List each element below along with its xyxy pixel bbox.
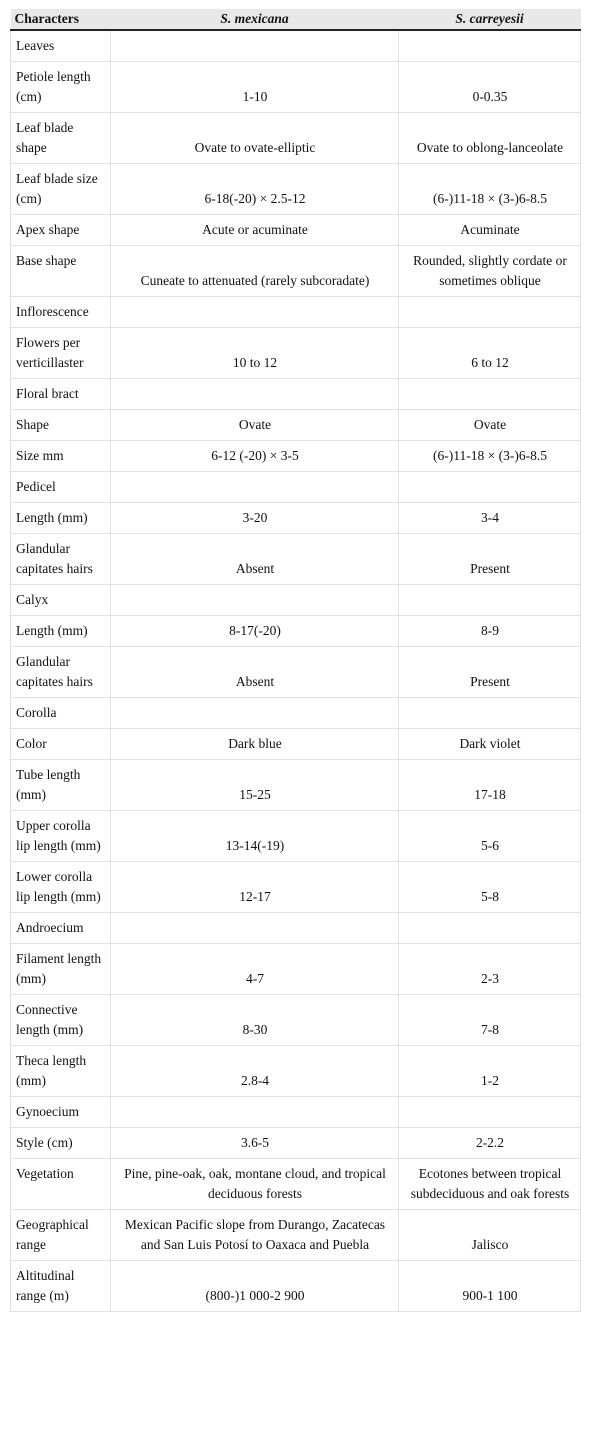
row-character: Glandular capitates hairs <box>11 647 111 698</box>
row-s-carreyesii-value <box>399 698 581 729</box>
row-s-carreyesii-value: 17-18 <box>399 760 581 811</box>
species-comparison-table <box>10 9 581 1312</box>
table-row <box>11 1210 581 1261</box>
row-character: Upper corolla lip length (mm) <box>11 811 111 862</box>
row-s-carreyesii-value: 7-8 <box>399 995 581 1046</box>
row-character: Petiole length (cm) <box>11 62 111 113</box>
row-s-carreyesii-value: 1-2 <box>399 1046 581 1097</box>
table-row <box>11 944 581 995</box>
row-character: Androecium <box>11 913 111 944</box>
row-character: Leaf blade shape <box>11 113 111 164</box>
row-s-carreyesii-value <box>399 297 581 328</box>
row-s-carreyesii-value: Ovate <box>399 410 581 441</box>
row-s-mexicana-value: 8-30 <box>111 995 399 1046</box>
row-character: Length (mm) <box>11 503 111 534</box>
row-s-mexicana-value <box>111 585 399 616</box>
row-character: Size mm <box>11 441 111 472</box>
row-s-carreyesii-value: 5-6 <box>399 811 581 862</box>
table-row <box>11 995 581 1046</box>
table-row <box>11 862 581 913</box>
row-s-carreyesii-value: Present <box>399 647 581 698</box>
row-s-carreyesii-value: 8-9 <box>399 616 581 647</box>
table-row <box>11 328 581 379</box>
header-row <box>11 9 581 30</box>
row-character: Gynoecium <box>11 1097 111 1128</box>
table-row <box>11 472 581 503</box>
row-s-carreyesii-value: Acuminate <box>399 215 581 246</box>
comparison-table-container <box>10 9 580 1312</box>
row-s-carreyesii-value <box>399 585 581 616</box>
row-s-carreyesii-value: 900-1 100 <box>399 1261 581 1312</box>
table-row <box>11 30 581 62</box>
table-row <box>11 811 581 862</box>
row-s-carreyesii-value <box>399 472 581 503</box>
table-header <box>11 9 581 30</box>
row-s-mexicana-value <box>111 30 399 62</box>
row-s-mexicana-value: Ovate <box>111 410 399 441</box>
row-character: Vegetation <box>11 1159 111 1210</box>
table-row <box>11 1046 581 1097</box>
row-s-carreyesii-value: (6-)11-18 × (3-)6-8.5 <box>399 164 581 215</box>
row-s-carreyesii-value: 3-4 <box>399 503 581 534</box>
row-s-mexicana-value <box>111 297 399 328</box>
table-row <box>11 647 581 698</box>
header-s-mexicana: S. mexicana <box>111 9 399 30</box>
row-s-mexicana-value <box>111 913 399 944</box>
row-character: Connective length (mm) <box>11 995 111 1046</box>
row-s-mexicana-value: Acute or acuminate <box>111 215 399 246</box>
table-row <box>11 585 581 616</box>
row-s-mexicana-value: Ovate to ovate-elliptic <box>111 113 399 164</box>
row-s-carreyesii-value: 0-0.35 <box>399 62 581 113</box>
row-character: Lower corolla lip length (mm) <box>11 862 111 913</box>
row-s-carreyesii-value: Dark violet <box>399 729 581 760</box>
row-s-mexicana-value: Mexican Pacific slope from Durango, Zacatecas and San Luis Potosí to Oaxaca and Puebla <box>111 1210 399 1261</box>
table-row <box>11 1261 581 1312</box>
row-character: Leaves <box>11 30 111 62</box>
row-s-mexicana-value: 13-14(-19) <box>111 811 399 862</box>
row-s-mexicana-value: 3.6-5 <box>111 1128 399 1159</box>
row-s-mexicana-value <box>111 472 399 503</box>
row-character: Base shape <box>11 246 111 297</box>
row-character: Style (cm) <box>11 1128 111 1159</box>
row-s-mexicana-value: Cuneate to attenuated (rarely subcoradate) <box>111 246 399 297</box>
row-s-mexicana-value: 12-17 <box>111 862 399 913</box>
table-row <box>11 164 581 215</box>
table-row <box>11 729 581 760</box>
row-character: Theca length (mm) <box>11 1046 111 1097</box>
table-row <box>11 113 581 164</box>
table-row <box>11 215 581 246</box>
row-character: Pedicel <box>11 472 111 503</box>
row-character: Filament length (mm) <box>11 944 111 995</box>
table-row <box>11 246 581 297</box>
row-s-mexicana-value: 3-20 <box>111 503 399 534</box>
table-row <box>11 1097 581 1128</box>
row-character: Floral bract <box>11 379 111 410</box>
row-s-mexicana-value: 4-7 <box>111 944 399 995</box>
row-s-mexicana-value: 1-10 <box>111 62 399 113</box>
row-s-mexicana-value: 8-17(-20) <box>111 616 399 647</box>
row-s-carreyesii-value <box>399 913 581 944</box>
row-s-carreyesii-value: Rounded, slightly cordate or sometimes oblique <box>399 246 581 297</box>
row-s-mexicana-value: 15-25 <box>111 760 399 811</box>
table-row <box>11 1159 581 1210</box>
row-s-mexicana-value: Pine, pine-oak, oak, montane cloud, and tropical deciduous forests <box>111 1159 399 1210</box>
header-s-carreyesii: S. carreyesii <box>399 9 581 30</box>
row-s-carreyesii-value: Jalisco <box>399 1210 581 1261</box>
row-s-mexicana-value: Absent <box>111 647 399 698</box>
table-row <box>11 62 581 113</box>
table-row <box>11 760 581 811</box>
row-character: Glandular capitates hairs <box>11 534 111 585</box>
row-s-carreyesii-value <box>399 30 581 62</box>
row-s-mexicana-value: 6-18(-20) × 2.5-12 <box>111 164 399 215</box>
row-character: Shape <box>11 410 111 441</box>
row-s-carreyesii-value <box>399 379 581 410</box>
table-row <box>11 410 581 441</box>
row-s-mexicana-value <box>111 698 399 729</box>
row-s-mexicana-value: Dark blue <box>111 729 399 760</box>
row-s-mexicana-value: Absent <box>111 534 399 585</box>
row-character: Length (mm) <box>11 616 111 647</box>
table-row <box>11 534 581 585</box>
row-character: Flowers per verticillaster <box>11 328 111 379</box>
table-row <box>11 503 581 534</box>
table-row <box>11 616 581 647</box>
row-character: Color <box>11 729 111 760</box>
table-row <box>11 1128 581 1159</box>
row-s-carreyesii-value <box>399 1097 581 1128</box>
table-row <box>11 379 581 410</box>
row-character: Leaf blade size (cm) <box>11 164 111 215</box>
row-s-carreyesii-value: 2-3 <box>399 944 581 995</box>
row-s-carreyesii-value: Ovate to oblong-lanceolate <box>399 113 581 164</box>
row-s-mexicana-value: (800-)1 000-2 900 <box>111 1261 399 1312</box>
table-row <box>11 441 581 472</box>
row-s-mexicana-value: 2.8-4 <box>111 1046 399 1097</box>
table-row <box>11 297 581 328</box>
row-s-carreyesii-value: 2-2.2 <box>399 1128 581 1159</box>
row-s-carreyesii-value: 6 to 12 <box>399 328 581 379</box>
row-s-carreyesii-value: 5-8 <box>399 862 581 913</box>
table-row <box>11 913 581 944</box>
row-character: Inflorescence <box>11 297 111 328</box>
header-characters: Characters <box>11 9 111 30</box>
row-character: Tube length (mm) <box>11 760 111 811</box>
row-s-mexicana-value <box>111 1097 399 1128</box>
row-character: Geographical range <box>11 1210 111 1261</box>
row-s-mexicana-value <box>111 379 399 410</box>
row-s-mexicana-value: 6-12 (-20) × 3-5 <box>111 441 399 472</box>
table-row <box>11 698 581 729</box>
row-character: Corolla <box>11 698 111 729</box>
row-character: Calyx <box>11 585 111 616</box>
row-s-carreyesii-value: Present <box>399 534 581 585</box>
row-s-carreyesii-value: Ecotones between tropical subdeciduous and oak forests <box>399 1159 581 1210</box>
table-body <box>11 30 581 1312</box>
row-s-carreyesii-value: (6-)11-18 × (3-)6-8.5 <box>399 441 581 472</box>
row-s-mexicana-value: 10 to 12 <box>111 328 399 379</box>
row-character: Altitudinal range (m) <box>11 1261 111 1312</box>
row-character: Apex shape <box>11 215 111 246</box>
